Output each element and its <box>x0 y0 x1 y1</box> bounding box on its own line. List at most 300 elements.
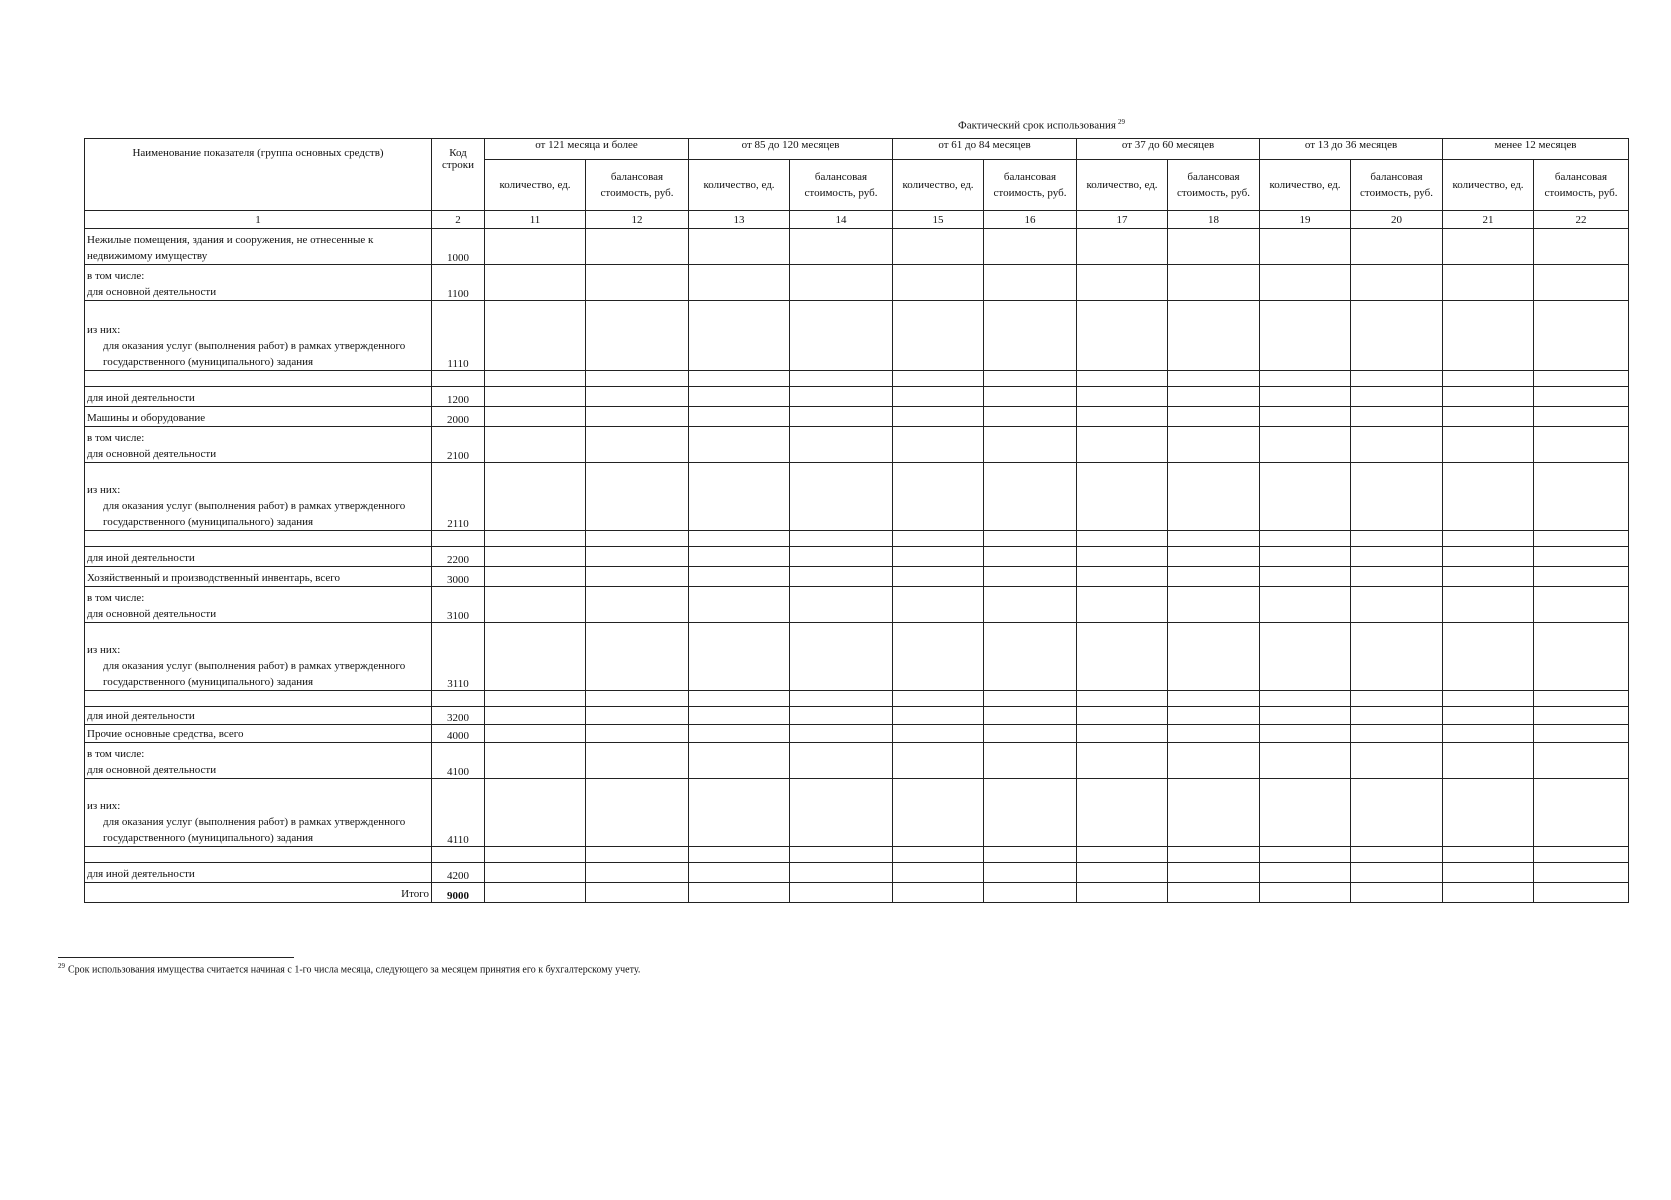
book-value-cell[interactable] <box>1534 547 1629 567</box>
book-value-cell[interactable] <box>586 531 689 547</box>
indicator-name <box>85 427 432 463</box>
quantity-cell[interactable] <box>893 743 984 779</box>
book-value-cell[interactable] <box>586 691 689 707</box>
book-value-cell[interactable] <box>1534 743 1629 779</box>
book-value-cell[interactable] <box>586 407 689 427</box>
indicator-label: для иной деятельности <box>87 392 195 404</box>
book-value-cell[interactable] <box>1351 531 1443 547</box>
column-header-quantity: количество, ед. <box>485 160 586 211</box>
book-value-cell[interactable] <box>1534 587 1629 623</box>
book-value-cell[interactable] <box>984 847 1077 863</box>
book-value-cell[interactable] <box>1168 883 1260 903</box>
book-value-cell[interactable] <box>790 265 893 301</box>
book-value-cell[interactable] <box>586 587 689 623</box>
book-value-cell[interactable] <box>1351 743 1443 779</box>
quantity-cell[interactable] <box>893 427 984 463</box>
book-value-cell[interactable] <box>790 847 893 863</box>
quantity-cell[interactable] <box>1443 407 1534 427</box>
book-value-cell[interactable] <box>1534 623 1629 691</box>
book-value-cell[interactable] <box>790 779 893 847</box>
quantity-cell[interactable] <box>689 547 790 567</box>
quantity-cell[interactable] <box>689 691 790 707</box>
row-code <box>432 847 485 863</box>
quantity-cell[interactable] <box>1077 301 1168 371</box>
book-value-cell[interactable] <box>790 371 893 387</box>
book-value-cell[interactable] <box>586 387 689 407</box>
section-title-text: Фактический срок использования <box>958 119 1116 132</box>
book-value-cell[interactable] <box>790 725 893 743</box>
period-header: от 121 месяца и более <box>485 139 689 160</box>
row-code: 2200 <box>432 547 485 567</box>
quantity-cell[interactable] <box>689 707 790 725</box>
book-value-cell[interactable] <box>790 863 893 883</box>
column-index: 12 <box>586 211 689 229</box>
quantity-cell[interactable] <box>1077 743 1168 779</box>
book-value-cell[interactable] <box>1168 407 1260 427</box>
book-value-cell[interactable] <box>984 387 1077 407</box>
quantity-cell[interactable] <box>485 779 586 847</box>
quantity-cell[interactable] <box>1443 301 1534 371</box>
quantity-cell[interactable] <box>1443 265 1534 301</box>
quantity-cell[interactable] <box>1443 847 1534 863</box>
book-value-cell[interactable] <box>1351 229 1443 265</box>
quantity-cell[interactable] <box>485 623 586 691</box>
quantity-cell[interactable] <box>1260 407 1351 427</box>
book-value-cell[interactable] <box>1168 371 1260 387</box>
book-value-cell[interactable] <box>586 743 689 779</box>
quantity-cell[interactable] <box>1260 883 1351 903</box>
quantity-cell[interactable] <box>1077 725 1168 743</box>
quantity-cell[interactable] <box>893 863 984 883</box>
quantity-cell[interactable] <box>1443 567 1534 587</box>
quantity-cell[interactable] <box>893 623 984 691</box>
quantity-cell[interactable] <box>1443 531 1534 547</box>
book-value-cell[interactable] <box>1534 463 1629 531</box>
book-value-cell[interactable] <box>1534 531 1629 547</box>
book-value-cell[interactable] <box>1168 863 1260 883</box>
quantity-cell[interactable] <box>1443 387 1534 407</box>
quantity-cell[interactable] <box>689 301 790 371</box>
quantity-cell[interactable] <box>1443 427 1534 463</box>
book-value-cell[interactable] <box>1534 883 1629 903</box>
quantity-cell[interactable] <box>893 531 984 547</box>
indicator-name <box>85 531 432 547</box>
book-value-cell[interactable] <box>1351 623 1443 691</box>
book-value-cell[interactable] <box>586 779 689 847</box>
book-value-cell[interactable] <box>984 743 1077 779</box>
quantity-cell[interactable] <box>1260 691 1351 707</box>
book-value-cell[interactable] <box>1351 301 1443 371</box>
quantity-cell[interactable] <box>1260 427 1351 463</box>
book-value-cell[interactable] <box>984 725 1077 743</box>
book-value-cell[interactable] <box>1351 463 1443 531</box>
book-value-cell[interactable] <box>1534 725 1629 743</box>
book-value-cell[interactable] <box>586 301 689 371</box>
quantity-cell[interactable] <box>893 691 984 707</box>
book-value-cell[interactable] <box>586 547 689 567</box>
book-value-cell[interactable] <box>586 463 689 531</box>
quantity-cell[interactable] <box>1260 623 1351 691</box>
book-value-cell[interactable] <box>1534 371 1629 387</box>
column-index: 2 <box>432 211 485 229</box>
quantity-cell[interactable] <box>1260 229 1351 265</box>
quantity-cell[interactable] <box>1443 743 1534 779</box>
indicator-label: Хозяйственный и производственный инвентарь, всего <box>87 572 340 584</box>
book-value-cell[interactable] <box>984 567 1077 587</box>
column-header-book-value: балансовая стоимость, руб. <box>586 160 689 211</box>
book-value-cell[interactable] <box>1534 387 1629 407</box>
column-header-book-value: балансовая стоимость, руб. <box>1534 160 1629 211</box>
quantity-cell[interactable] <box>1260 531 1351 547</box>
quantity-cell[interactable] <box>1260 779 1351 847</box>
quantity-cell[interactable] <box>689 883 790 903</box>
book-value-cell[interactable] <box>1168 265 1260 301</box>
quantity-cell[interactable] <box>485 427 586 463</box>
quantity-cell[interactable] <box>1443 863 1534 883</box>
quantity-cell[interactable] <box>1077 847 1168 863</box>
book-value-cell[interactable] <box>1168 463 1260 531</box>
row-code <box>432 371 485 387</box>
quantity-cell[interactable] <box>1077 407 1168 427</box>
book-value-cell[interactable] <box>1351 407 1443 427</box>
quantity-cell[interactable] <box>1260 387 1351 407</box>
book-value-cell[interactable] <box>1534 691 1629 707</box>
quantity-cell[interactable] <box>689 371 790 387</box>
quantity-cell[interactable] <box>1443 691 1534 707</box>
quantity-cell[interactable] <box>485 863 586 883</box>
quantity-cell[interactable] <box>1443 883 1534 903</box>
quantity-cell[interactable] <box>1077 371 1168 387</box>
book-value-cell[interactable] <box>1351 725 1443 743</box>
quantity-cell[interactable] <box>893 587 984 623</box>
indicator-name <box>85 587 432 623</box>
table-row <box>85 427 1629 463</box>
book-value-cell[interactable] <box>790 691 893 707</box>
book-value-cell[interactable] <box>1168 623 1260 691</box>
row-code: 2100 <box>432 427 485 463</box>
book-value-cell[interactable] <box>984 371 1077 387</box>
quantity-cell[interactable] <box>1260 707 1351 725</box>
book-value-cell[interactable] <box>586 371 689 387</box>
indicator-name <box>85 567 432 587</box>
book-value-cell[interactable] <box>1351 265 1443 301</box>
indicator-name <box>85 463 432 531</box>
book-value-cell[interactable] <box>1351 863 1443 883</box>
book-value-cell[interactable] <box>1534 567 1629 587</box>
book-value-cell[interactable] <box>1168 427 1260 463</box>
book-value-cell[interactable] <box>1168 779 1260 847</box>
indicator-name <box>85 407 432 427</box>
book-value-cell[interactable] <box>1351 691 1443 707</box>
book-value-cell[interactable] <box>586 427 689 463</box>
row-code: 4100 <box>432 743 485 779</box>
book-value-cell[interactable] <box>1534 779 1629 847</box>
quantity-cell[interactable] <box>485 265 586 301</box>
quantity-cell[interactable] <box>893 463 984 531</box>
indicator-sublabel: для основной деятельности <box>87 764 217 776</box>
quantity-cell[interactable] <box>689 725 790 743</box>
quantity-cell[interactable] <box>1077 387 1168 407</box>
quantity-cell[interactable] <box>893 371 984 387</box>
book-value-cell[interactable] <box>984 779 1077 847</box>
quantity-cell[interactable] <box>1077 463 1168 531</box>
quantity-cell[interactable] <box>689 265 790 301</box>
indicator-sublabel: для основной деятельности <box>87 608 217 620</box>
quantity-cell[interactable] <box>485 371 586 387</box>
quantity-cell[interactable] <box>1443 623 1534 691</box>
quantity-cell[interactable] <box>1077 863 1168 883</box>
quantity-cell[interactable] <box>1443 371 1534 387</box>
quantity-cell[interactable] <box>1260 847 1351 863</box>
quantity-cell[interactable] <box>1443 725 1534 743</box>
indicator-label: Прочие основные средства, всего <box>87 728 244 740</box>
book-value-cell[interactable] <box>790 531 893 547</box>
quantity-cell[interactable] <box>1260 301 1351 371</box>
quantity-cell[interactable] <box>1260 725 1351 743</box>
book-value-cell[interactable] <box>790 707 893 725</box>
quantity-cell[interactable] <box>1260 463 1351 531</box>
book-value-cell[interactable] <box>586 847 689 863</box>
book-value-cell[interactable] <box>790 547 893 567</box>
quantity-cell[interactable] <box>689 863 790 883</box>
book-value-cell[interactable] <box>984 623 1077 691</box>
quantity-cell[interactable] <box>893 387 984 407</box>
book-value-cell[interactable] <box>984 427 1077 463</box>
table-row <box>85 229 1629 265</box>
book-value-cell[interactable] <box>790 883 893 903</box>
quantity-cell[interactable] <box>1260 587 1351 623</box>
book-value-cell[interactable] <box>790 623 893 691</box>
book-value-cell[interactable] <box>1168 547 1260 567</box>
book-value-cell[interactable] <box>1168 691 1260 707</box>
book-value-cell[interactable] <box>790 387 893 407</box>
indicator-label: из них: <box>87 324 121 336</box>
quantity-cell[interactable] <box>485 547 586 567</box>
quantity-cell[interactable] <box>1260 863 1351 883</box>
book-value-cell[interactable] <box>984 863 1077 883</box>
quantity-cell[interactable] <box>689 387 790 407</box>
row-code: 2110 <box>432 463 485 531</box>
indicator-name <box>85 301 432 371</box>
book-value-cell[interactable] <box>1351 883 1443 903</box>
quantity-cell[interactable] <box>1077 427 1168 463</box>
quantity-cell[interactable] <box>689 567 790 587</box>
indicator-sublabel: для основной деятельности <box>87 448 217 460</box>
quantity-cell[interactable] <box>485 407 586 427</box>
book-value-cell[interactable] <box>790 587 893 623</box>
quantity-cell[interactable] <box>893 265 984 301</box>
quantity-cell[interactable] <box>485 531 586 547</box>
book-value-cell[interactable] <box>1351 779 1443 847</box>
indicator-sublabel: для оказания услуг (выполнения работ) в рамках утвержденного государственного (муниципального) задания <box>103 816 406 844</box>
book-value-cell[interactable] <box>1534 707 1629 725</box>
quantity-cell[interactable] <box>893 883 984 903</box>
table-row <box>85 547 1629 567</box>
book-value-cell[interactable] <box>790 301 893 371</box>
quantity-cell[interactable] <box>1077 531 1168 547</box>
quantity-cell[interactable] <box>485 463 586 531</box>
quantity-cell[interactable] <box>1077 229 1168 265</box>
indicator-sublabel: для оказания услуг (выполнения работ) в рамках утвержденного государственного (муниципального) задания <box>103 340 406 368</box>
quantity-cell[interactable] <box>689 229 790 265</box>
quantity-cell[interactable] <box>1260 547 1351 567</box>
book-value-cell[interactable] <box>1168 229 1260 265</box>
quantity-cell[interactable] <box>893 407 984 427</box>
quantity-cell[interactable] <box>893 707 984 725</box>
quantity-cell[interactable] <box>1443 779 1534 847</box>
book-value-cell[interactable] <box>1168 707 1260 725</box>
book-value-cell[interactable] <box>1168 743 1260 779</box>
quantity-cell[interactable] <box>1260 265 1351 301</box>
quantity-cell[interactable] <box>893 229 984 265</box>
quantity-cell[interactable] <box>893 547 984 567</box>
book-value-cell[interactable] <box>586 863 689 883</box>
book-value-cell[interactable] <box>790 567 893 587</box>
row-code: 2000 <box>432 407 485 427</box>
quantity-cell[interactable] <box>1443 547 1534 567</box>
book-value-cell[interactable] <box>586 883 689 903</box>
quantity-cell[interactable] <box>485 691 586 707</box>
indicator-name <box>85 691 432 707</box>
column-header-quantity: количество, ед. <box>893 160 984 211</box>
book-value-cell[interactable] <box>984 265 1077 301</box>
quantity-cell[interactable] <box>689 743 790 779</box>
period-header: от 37 до 60 месяцев <box>1077 139 1260 160</box>
book-value-cell[interactable] <box>586 567 689 587</box>
book-value-cell[interactable] <box>984 883 1077 903</box>
book-value-cell[interactable] <box>1534 265 1629 301</box>
quantity-cell[interactable] <box>689 531 790 547</box>
quantity-cell[interactable] <box>893 567 984 587</box>
quantity-cell[interactable] <box>689 623 790 691</box>
book-value-cell[interactable] <box>1351 587 1443 623</box>
book-value-cell[interactable] <box>984 407 1077 427</box>
quantity-cell[interactable] <box>1077 707 1168 725</box>
quantity-cell[interactable] <box>1077 567 1168 587</box>
book-value-cell[interactable] <box>1351 547 1443 567</box>
book-value-cell[interactable] <box>1168 531 1260 547</box>
quantity-cell[interactable] <box>1443 229 1534 265</box>
book-value-cell[interactable] <box>984 463 1077 531</box>
quantity-cell[interactable] <box>485 725 586 743</box>
quantity-cell[interactable] <box>893 725 984 743</box>
book-value-cell[interactable] <box>586 229 689 265</box>
book-value-cell[interactable] <box>1351 427 1443 463</box>
book-value-cell[interactable] <box>1351 567 1443 587</box>
book-value-cell[interactable] <box>1534 301 1629 371</box>
quantity-cell[interactable] <box>689 847 790 863</box>
indicator-name <box>85 623 432 691</box>
quantity-cell[interactable] <box>893 779 984 847</box>
quantity-cell[interactable] <box>1077 623 1168 691</box>
quantity-cell[interactable] <box>689 587 790 623</box>
quantity-cell[interactable] <box>1260 371 1351 387</box>
table-row <box>85 531 1629 547</box>
quantity-cell[interactable] <box>485 387 586 407</box>
quantity-cell[interactable] <box>1443 463 1534 531</box>
quantity-cell[interactable] <box>1077 265 1168 301</box>
book-value-cell[interactable] <box>790 743 893 779</box>
quantity-cell[interactable] <box>689 779 790 847</box>
quantity-cell[interactable] <box>1260 743 1351 779</box>
quantity-cell[interactable] <box>1077 779 1168 847</box>
row-code: 3200 <box>432 707 485 725</box>
quantity-cell[interactable] <box>485 229 586 265</box>
table-row <box>85 691 1629 707</box>
quantity-cell[interactable] <box>689 463 790 531</box>
quantity-cell[interactable] <box>485 883 586 903</box>
book-value-cell[interactable] <box>1168 301 1260 371</box>
book-value-cell[interactable] <box>1351 371 1443 387</box>
quantity-cell[interactable] <box>893 301 984 371</box>
quantity-cell[interactable] <box>1077 691 1168 707</box>
book-value-cell[interactable] <box>586 707 689 725</box>
book-value-cell[interactable] <box>1534 863 1629 883</box>
book-value-cell[interactable] <box>790 407 893 427</box>
book-value-cell[interactable] <box>1168 387 1260 407</box>
book-value-cell[interactable] <box>1351 707 1443 725</box>
book-value-cell[interactable] <box>984 301 1077 371</box>
quantity-cell[interactable] <box>485 743 586 779</box>
book-value-cell[interactable] <box>790 463 893 531</box>
book-value-cell[interactable] <box>1534 229 1629 265</box>
column-index: 20 <box>1351 211 1443 229</box>
quantity-cell[interactable] <box>485 301 586 371</box>
book-value-cell[interactable] <box>984 707 1077 725</box>
period-header: от 13 до 36 месяцев <box>1260 139 1443 160</box>
book-value-cell[interactable] <box>1168 567 1260 587</box>
quantity-cell[interactable] <box>893 847 984 863</box>
quantity-cell[interactable] <box>485 587 586 623</box>
book-value-cell[interactable] <box>984 531 1077 547</box>
quantity-cell[interactable] <box>485 847 586 863</box>
quantity-cell[interactable] <box>1260 567 1351 587</box>
book-value-cell[interactable] <box>1168 725 1260 743</box>
book-value-cell[interactable] <box>1168 587 1260 623</box>
book-value-cell[interactable] <box>984 229 1077 265</box>
indicator-sublabel: для основной деятельности <box>87 286 217 298</box>
book-value-cell[interactable] <box>790 427 893 463</box>
book-value-cell[interactable] <box>1351 847 1443 863</box>
quantity-cell[interactable] <box>1443 587 1534 623</box>
book-value-cell[interactable] <box>984 587 1077 623</box>
book-value-cell[interactable] <box>1351 387 1443 407</box>
quantity-cell[interactable] <box>485 567 586 587</box>
section-title-footnote-marker: 29 <box>1117 118 1125 126</box>
table-row <box>85 387 1629 407</box>
quantity-cell[interactable] <box>1077 587 1168 623</box>
table-row <box>85 587 1629 623</box>
quantity-cell[interactable] <box>1443 707 1534 725</box>
book-value-cell[interactable] <box>1534 427 1629 463</box>
book-value-cell[interactable] <box>984 547 1077 567</box>
table-row <box>85 371 1629 387</box>
book-value-cell[interactable] <box>1534 407 1629 427</box>
quantity-cell[interactable] <box>485 707 586 725</box>
book-value-cell[interactable] <box>1168 847 1260 863</box>
quantity-cell[interactable] <box>689 427 790 463</box>
book-value-cell[interactable] <box>586 265 689 301</box>
table-row <box>85 863 1629 883</box>
quantity-cell[interactable] <box>1077 547 1168 567</box>
book-value-cell[interactable] <box>586 725 689 743</box>
quantity-cell[interactable] <box>1077 883 1168 903</box>
quantity-cell[interactable] <box>689 407 790 427</box>
book-value-cell[interactable] <box>586 623 689 691</box>
book-value-cell[interactable] <box>1534 847 1629 863</box>
book-value-cell[interactable] <box>790 229 893 265</box>
book-value-cell[interactable] <box>984 691 1077 707</box>
